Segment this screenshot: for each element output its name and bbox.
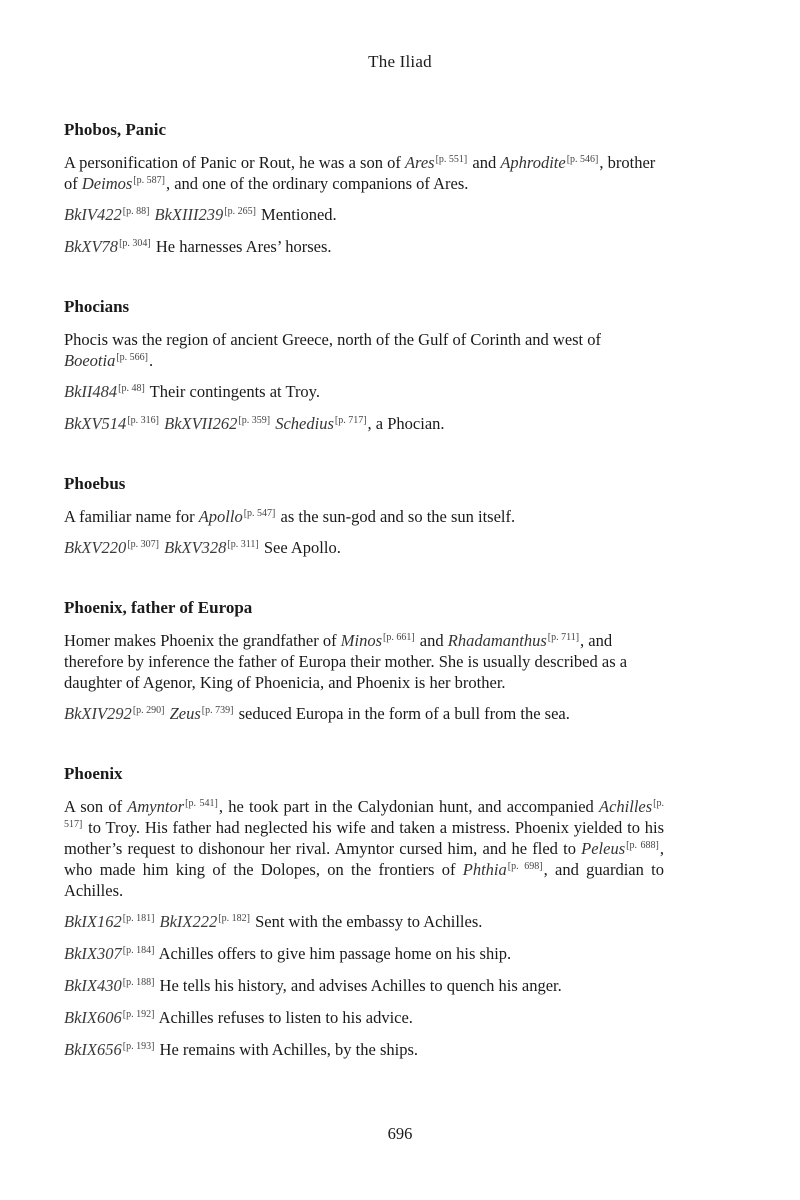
reference-line [64, 703, 664, 725]
entry-title: Phobos, Panic [64, 120, 167, 139]
page-number: 696 [387, 1124, 413, 1143]
book-line-reference[interactable]: BkIV422 [64, 205, 122, 224]
page-reference: [p. 587] [133, 174, 165, 186]
reference-line [64, 911, 664, 933]
book-line-reference[interactable]: BkXV220 [64, 538, 127, 557]
glossary-entry [64, 118, 664, 258]
text-segment: and [468, 153, 501, 172]
book-line-reference[interactable]: BkIX656 [64, 1040, 122, 1059]
text-segment: and [415, 631, 448, 650]
page-reference: [p. 188] [122, 976, 155, 988]
book-line-reference[interactable]: BkXV78 [64, 237, 119, 256]
text-segment: as the sun-god and so the sun itself. [276, 507, 516, 526]
page-reference: [p. 192] [122, 1008, 155, 1020]
reference-line [64, 975, 664, 997]
glossary-entry [64, 295, 664, 435]
reference-line [64, 1039, 664, 1061]
page-reference: [p. 48] [118, 382, 145, 394]
text-segment: , who made him king of the Dolopes, on the frontiers of [64, 839, 664, 879]
text-segment: He tells his history, and advises Achilles to quench his anger. [155, 976, 562, 995]
entry-description [64, 329, 664, 371]
page-reference: [p. 717] [334, 414, 367, 426]
cross-reference-link[interactable]: Deimos [81, 174, 133, 193]
book-line-reference[interactable]: BkIX606 [64, 1008, 122, 1027]
entry-title: Phocians [64, 297, 130, 316]
entry-title: Phoenix [64, 764, 123, 783]
book-line-reference[interactable]: BkIX222 [159, 912, 218, 931]
text-segment: Sent with the embassy to Achilles. [250, 912, 483, 931]
cross-reference-link[interactable]: Apollo [198, 507, 243, 526]
book-line-reference[interactable]: BkIX430 [64, 976, 122, 995]
page-reference: [p. 547] [243, 507, 276, 519]
text-segment: See Apollo. [259, 538, 341, 557]
book-line-reference[interactable]: BkXIII239 [154, 205, 224, 224]
reference-line [64, 204, 664, 226]
glossary-entry [64, 472, 664, 559]
page-reference: [p. 311] [227, 538, 259, 550]
cross-reference-link[interactable]: Achilles [599, 797, 653, 816]
cross-reference-link[interactable]: Minos [340, 631, 382, 650]
page-reference: [p. 711] [547, 631, 580, 643]
cross-reference-link[interactable]: Aphrodite [500, 153, 566, 172]
running-header: The Iliad [368, 52, 432, 71]
page-reference: [p. 698] [507, 860, 543, 872]
page-reference: [p. 359] [238, 414, 271, 426]
text-segment: to Troy. His father had neglected his wife and taken a mistress. Phoenix yielded to his mother’s request to dishonour her rival. Amyntor cursed him, and he fled to [64, 818, 664, 858]
entry-description [64, 630, 664, 693]
entry-title: Phoebus [64, 474, 126, 493]
text-segment: A familiar name for [64, 507, 199, 526]
text-segment: Achilles offers to give him passage home on his ship. [155, 944, 512, 963]
page-reference: [p. 546] [566, 153, 599, 165]
glossary-content [64, 118, 664, 1098]
text-segment: Phocis was the region of ancient Greece, north of the Gulf of Corinth and west of [64, 330, 602, 349]
entry-title: Phoenix, father of Europa [64, 598, 253, 617]
cross-reference-link[interactable]: Schedius [275, 414, 334, 433]
page-reference: [p. 88] [122, 205, 150, 217]
glossary-entry [64, 596, 664, 725]
entry-description [64, 506, 664, 527]
text-segment: Their contingents at Troy. [145, 382, 320, 401]
glossary-entry [64, 762, 664, 1061]
page-reference: [p. 265] [224, 205, 256, 217]
text-segment: , and therefore by inference the father of Europa their mother. She is usually described as a daughter of Agenor, King of Phoenicia, and Phoenix is her brother. [64, 631, 628, 692]
text-segment: . [149, 351, 154, 370]
cross-reference-link[interactable]: Phthia [462, 860, 507, 879]
text-segment: A son of [64, 797, 128, 816]
book-line-reference[interactable]: BkXV514 [64, 414, 127, 433]
book-line-reference[interactable]: BkIX162 [64, 912, 122, 931]
reference-line [64, 413, 664, 435]
page-reference: [p. 551] [435, 153, 468, 165]
page-reference: [p. 193] [122, 1040, 155, 1052]
reference-line [64, 1007, 664, 1029]
book-line-reference[interactable]: BkIX307 [64, 944, 122, 963]
page-reference: [p. 661] [383, 631, 415, 643]
page-reference: [p. 739] [201, 704, 234, 716]
entry-description [64, 796, 664, 901]
text-segment: Mentioned. [256, 205, 337, 224]
cross-reference-link[interactable]: Ares [404, 153, 435, 172]
text-segment: , brother of [64, 153, 656, 193]
entry-description [64, 152, 664, 194]
reference-line [64, 537, 664, 559]
page-reference: [p. 304] [119, 237, 151, 249]
reference-line [64, 236, 664, 258]
reference-line [64, 381, 664, 403]
page-reference: [p. 307] [127, 538, 159, 550]
text-segment: He remains with Achilles, by the ships. [155, 1040, 418, 1059]
text-segment: A personification of Panic or Rout, he was a son of [64, 153, 405, 172]
page-reference: [p. 290] [132, 704, 165, 716]
text-segment: , he took part in the Calydonian hunt, and accompanied [218, 797, 599, 816]
page-reference: [p. 181] [122, 912, 155, 924]
page-reference: [p. 566] [116, 351, 148, 363]
text-segment: , a Phocian. [367, 414, 445, 433]
book-line-reference[interactable]: BkXIV292 [64, 704, 132, 723]
text-segment: Homer makes Phoenix the grandfather of [64, 631, 341, 650]
text-segment: Achilles refuses to listen to his advice. [155, 1008, 413, 1027]
text-segment: He harnesses Ares’ horses. [151, 237, 332, 256]
page-reference: [p. 541] [185, 797, 218, 809]
cross-reference-link[interactable]: Zeus [169, 704, 201, 723]
text-segment: , and guardian to Achilles. [64, 860, 664, 900]
page-reference: [p. 182] [218, 912, 250, 924]
cross-reference-link[interactable]: Amyntor [127, 797, 185, 816]
cross-reference-link[interactable]: Peleus [581, 839, 626, 858]
page-reference: [p. 688] [626, 839, 659, 851]
text-segment: , and one of the ordinary companions of Ares. [165, 174, 469, 193]
page-reference: [p. 316] [127, 414, 159, 426]
cross-reference-link[interactable]: Rhadamanthus [447, 631, 547, 650]
book-line-reference[interactable]: BkXVII262 [164, 414, 238, 433]
page-reference: [p. 184] [122, 944, 155, 956]
page-reference: [p. 517] [64, 797, 664, 830]
book-line-reference[interactable]: BkII484 [64, 382, 118, 401]
book-line-reference[interactable]: BkXV328 [164, 538, 227, 557]
reference-line [64, 943, 664, 965]
text-segment: seduced Europa in the form of a bull from the sea. [234, 704, 570, 723]
cross-reference-link[interactable]: Boeotia [64, 351, 116, 370]
